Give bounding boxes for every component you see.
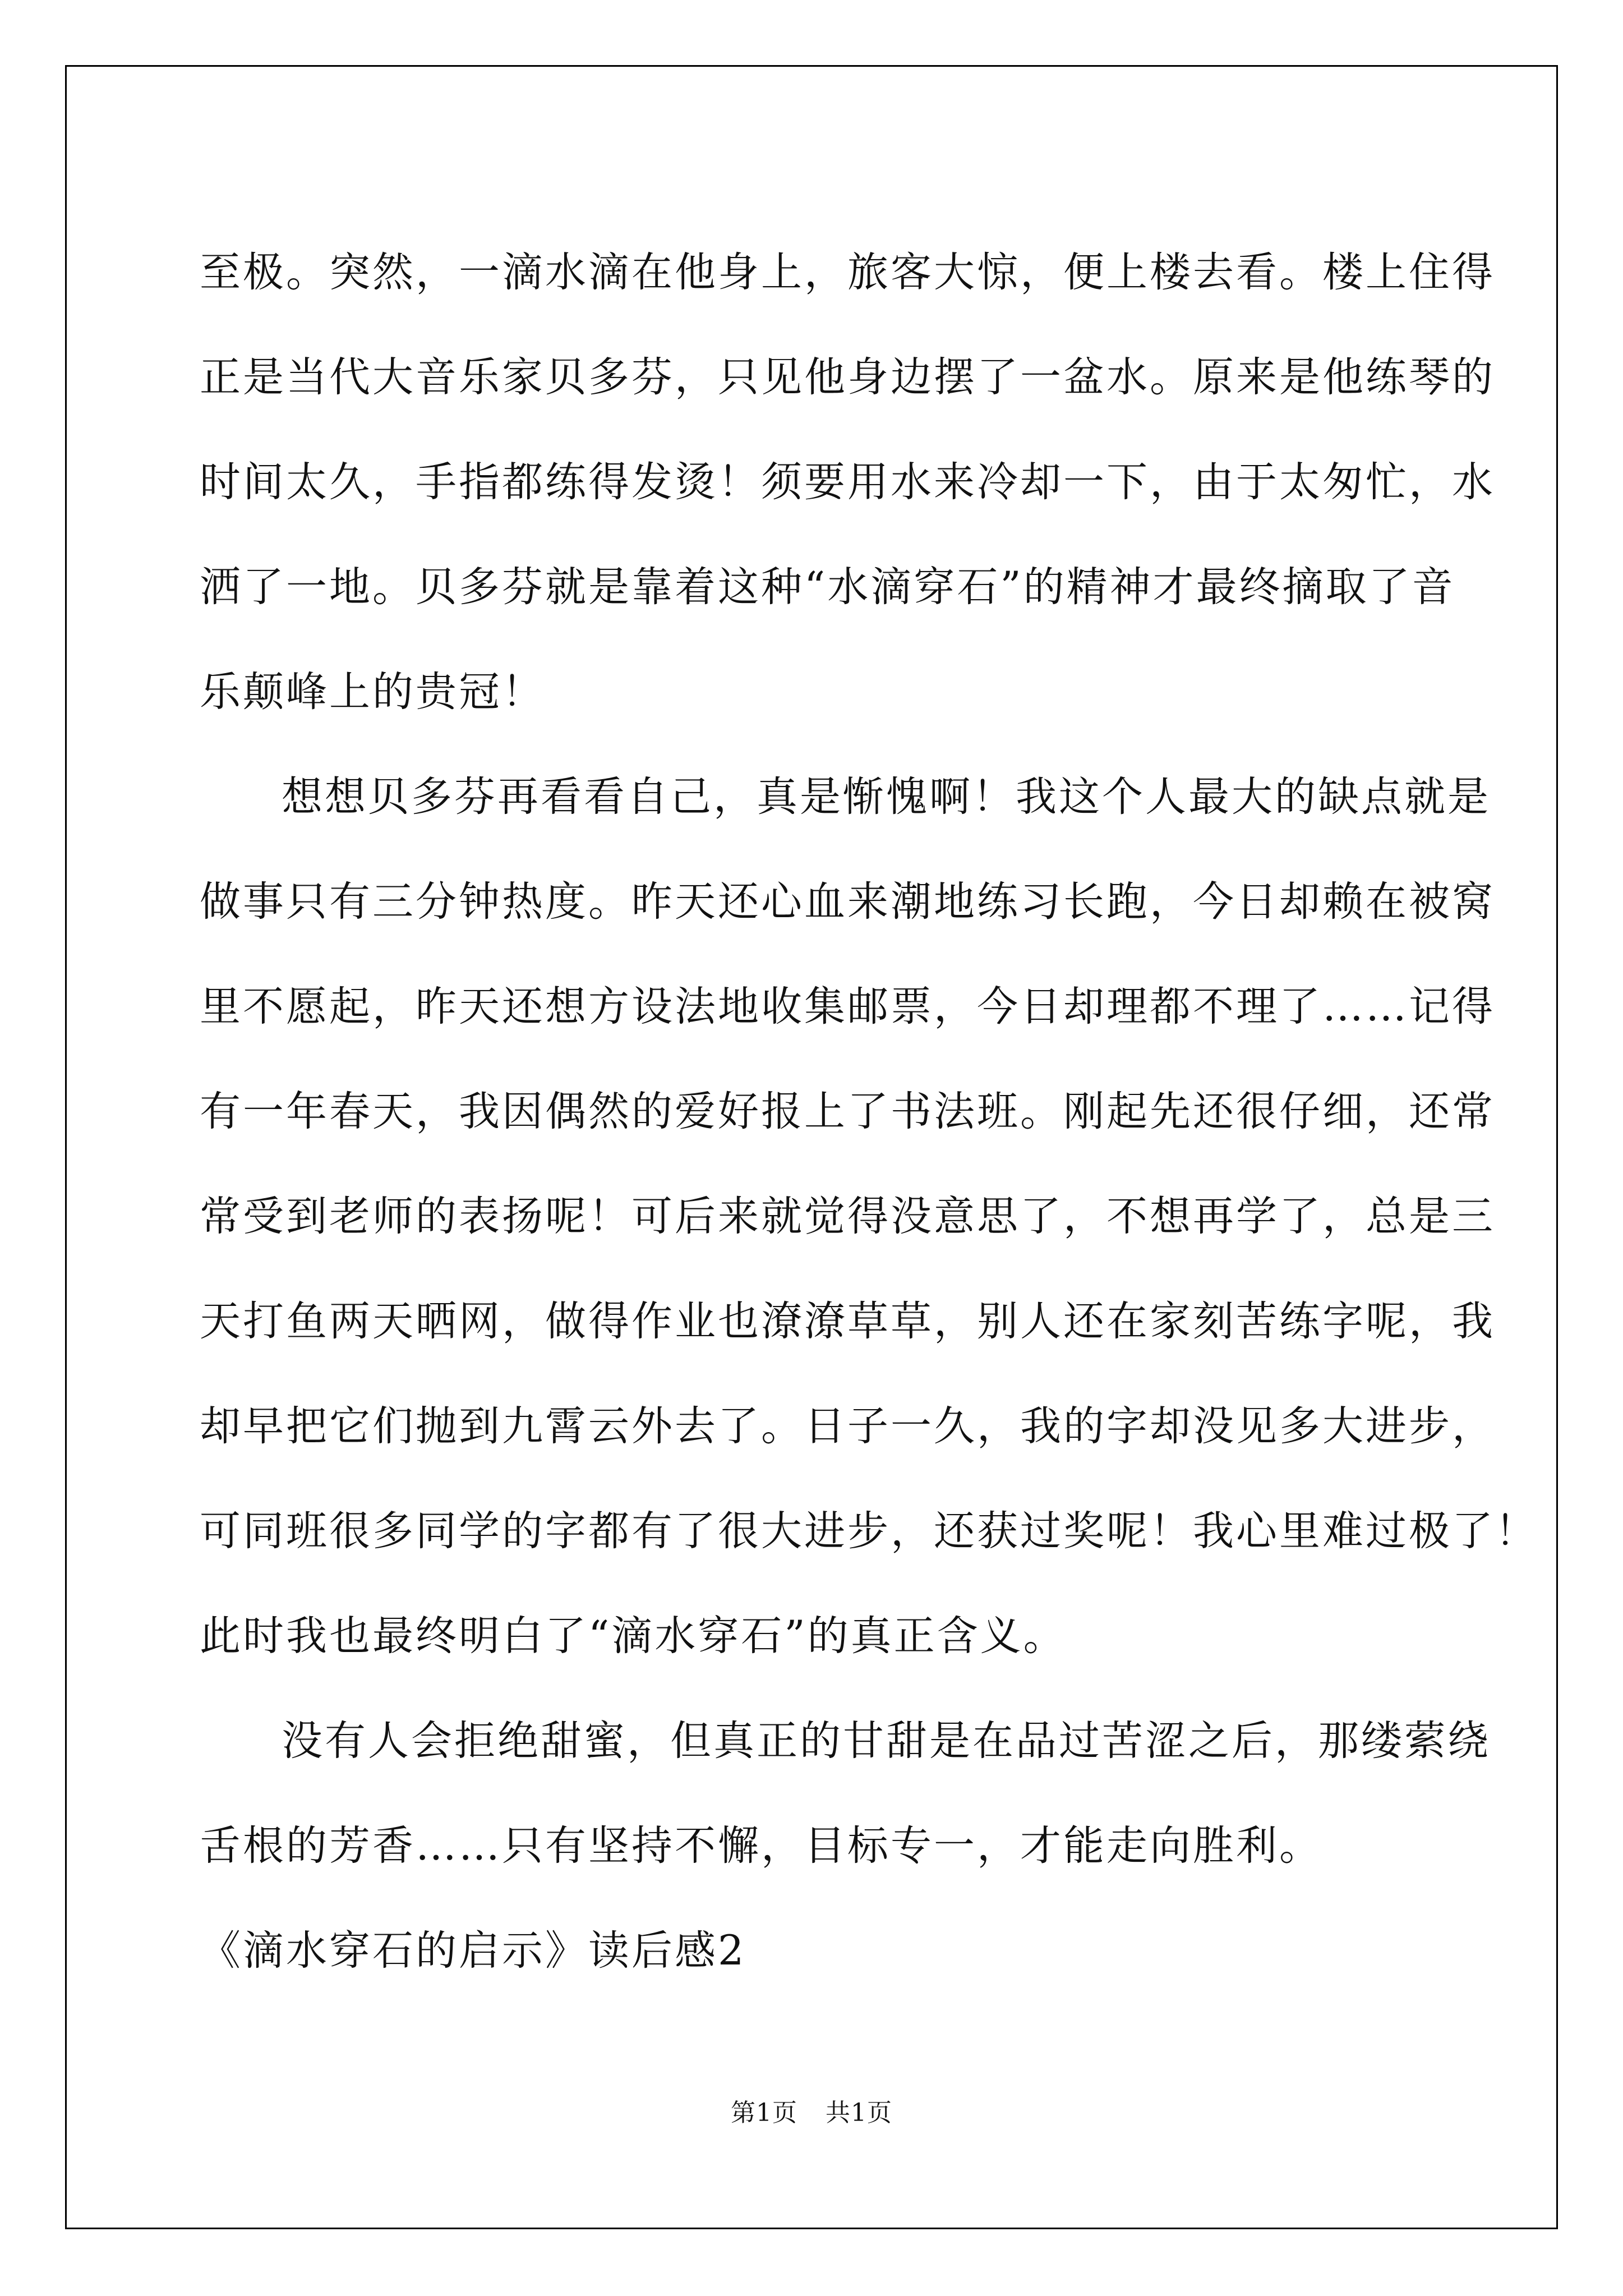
page-total: 共1页 — [826, 2099, 892, 2127]
page-number: 第1页 — [731, 2099, 797, 2127]
document-body — [200, 220, 1538, 2003]
text-line: 做事只有三分钟热度。昨天还心血来潮地练习长跑，今日却赖在被窝 — [200, 878, 1495, 926]
text-line: 天打鱼两天晒网，做得作业也潦潦草草，别人还在家刻苦练字呢，我 — [200, 1297, 1495, 1345]
text-line: 洒了一地。贝多芬就是靠着这种“水滴穿石”的精神才最终摘取了音 — [200, 563, 1455, 611]
text-line: 正是当代大音乐家贝多芬，只见他身边摆了一盆水。原来是他练琴的 — [200, 353, 1495, 401]
paragraph-2 — [200, 744, 1538, 1688]
page-footer — [0, 2092, 1623, 2128]
text-line: 可同班很多同学的字都有了很大进步，还获过奖呢！我心里难过极了！ — [200, 1507, 1538, 1555]
section-title: 《滴水穿石的启示》读后感2 — [200, 1927, 746, 1975]
text-line: 常受到老师的表扬呢！可后来就觉得没意思了，不想再学了，总是三 — [200, 1193, 1495, 1240]
text-line: 舌根的芳香……只有坚持不懈，目标专一，才能走向胜利。 — [200, 1822, 1322, 1870]
text-line: 乐颠峰上的贵冠！ — [200, 668, 545, 716]
text-line: 至极。突然，一滴水滴在他身上，旅客大惊，便上楼去看。楼上住得 — [200, 249, 1495, 296]
text-line: 没有人会拒绝甜蜜，但真正的甘甜是在品过苦涩之后，那缕萦绕 — [282, 1717, 1491, 1765]
paragraph-1 — [200, 220, 1495, 744]
text-line: 有一年春天，我因偶然的爱好报上了书法班。刚起先还很仔细，还常 — [200, 1088, 1495, 1135]
text-line: 却早把它们抛到九霄云外去了。日子一久，我的字却没见多大进步， — [200, 1402, 1495, 1450]
text-line: 里不愿起，昨天还想方设法地收集邮票，今日却理都不理了……记得 — [200, 983, 1495, 1030]
paragraph-3 — [200, 1688, 1491, 1898]
text-line: 想想贝多芬再看看自己，真是惭愧啊！我这个人最大的缺点就是 — [282, 773, 1491, 821]
text-line: 此时我也最终明白了“滴水穿石”的真正含义。 — [200, 1612, 1067, 1660]
text-line: 时间太久，手指都练得发烫！须要用水来冷却一下，由于太匆忙，水 — [200, 458, 1495, 506]
